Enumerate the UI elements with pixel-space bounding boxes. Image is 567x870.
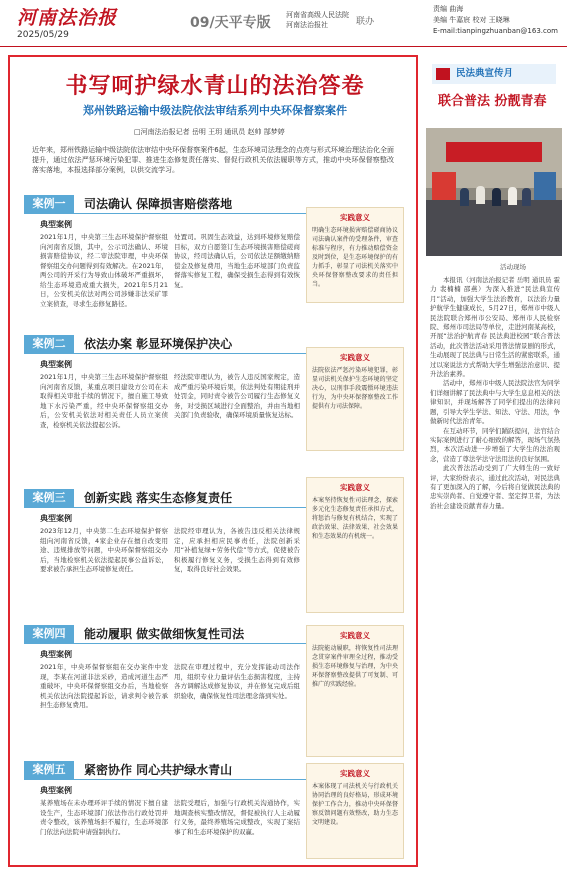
case-3-title: 创新实践 落实生态修复责任 [84,491,233,505]
sidebar-article [430,276,560,866]
photo-caption: 活动现场 [500,263,526,271]
article-title: 书写呵护绿水青山的法治答卷 [65,73,365,99]
case-1-comment-body: 明确生态环境损害赔偿磋商协议司法确认案件的受理条件，审查标准与程序，有力推动赔偿资金及时到位，是生态环境保护的有力抓手，彰显了司法机关落实中央环保督察整改要求的责任担当。 [312,227,398,288]
case-3-col2: 法院经审理认为，各被告违反相关法律规定，应承担相应民事责任，法院创新采用“补植复绿+劳务代偿”等方式，促使被告积极履行修复义务，受损生态得到有效修复，取得良好社会效果。 [174,527,300,573]
case-2-tag: 案例二 [24,335,74,353]
host-organizations [286,10,349,30]
editor-line-2: 美编 牛嘉宸 校对 王晓琳 [433,16,510,24]
case-1-comment-head: 实践意义 [340,213,370,222]
sidebar-paragraph: 此次普法活动受到了广大师生的一致好评，大家纷纷表示，通过此次活动，对民法典有了更加深入的了解，今后将自觉做民法典的忠实崇尚者、自觉遵守者、坚定捍卫者，为法治社会建设贡献青春力量。 [430,464,560,510]
masthead-logo: 河南法治报 [17,7,118,29]
article-frame [8,55,418,867]
case-1-comment [306,207,404,303]
case-5-col2: 法院受理后，加强与行政机关沟通协作，实地调查核实整改情况，督促被执行人主动履行义务，最终养殖场完成整改，实现了案结事了和生态环境保护的双赢。 [174,799,300,836]
page-section: 09/天平专版 [190,15,271,31]
sidebar-paragraph: 本报讯（河南法治报记者 岳明 通讯员 霍力 裴楠楠 邵燕）为深入推进“民法典宣传月”活动，加强大学生法治教育，以法治力量护航学生健康成长，5月27日，郑州市中级人民法院联合郑州市公安局、郑州市人民检察院、郑州市司法局等单位，走进河南某高校，开展“法治护航青春 民法典进校园”联合普法活动，此次普法活动采用普法情景剧的形式，生动展现了民法典与日常生活的紧密联系，通过以案说法方式帮助大学生增强法治意识、提升法治素养。 [430,276,560,379]
case-2-col1: 2021年1月，中央第三生态环境保护督察组向河南省反馈，某重点项目建设方公司在未取得相关审批手续的情况下，擅自施工导致地下水污染严重，经中央环保督察组交办后，公安机关依法对相关责任人员立案侦查，检察机关依法提起公诉。 [40,373,168,429]
sidebar-section-label: 民法典宣传月 [456,68,514,79]
editor-email: E-mail:tianpingzhuanban@163.com [433,27,558,35]
article-subtitle: 郑州铁路运输中级法院依法审结系列中央环保督察案件 [83,104,347,117]
article-byline: □河南法治报记者 岳明 王玥 通讯员 赵帅 郜梦婷 [134,128,285,136]
case-4-comment [306,625,404,757]
case-2-comment-head: 实践意义 [340,353,370,362]
photo-crowd [426,200,562,256]
case-3-comment-body: 本案坚持恢复性司法理念，探索多元化生态修复责任承担方式，将惩治与修复有机结合，实现了政治效果、法律效果、社会效果和生态效果的有机统一。 [312,497,398,540]
editor-credits [433,4,567,37]
page-header [0,0,567,48]
case-5-comment-head: 实践意义 [340,769,370,778]
case-1-col2: 处置司。巩固生态效益，达到环境修复赔偿目标，双方自愿签订生态环境损害赔偿磋商协议，经司法确认后，公司依法足额缴纳赔偿金及修复费用，当地生态环境部门负责监督落实修复工程，确保受损生态得到有效恢复。 [174,233,300,289]
case-4-comment-body: 法院能动履职，将恢复性司法理念贯穿案件审理全过程，推动受损生态环境修复与治理，为中央环保督察整改提供了可复制、可推广的实践经验。 [312,645,398,688]
case-2-col2: 经法院审理认为，被告人违反国家规定，造成严重污染环境后果，依法判处有期徒刑并处罚金，同时责令被告公司履行生态修复义务，对受损区域进行全面整治，并由当地相关部门负责验收，确保环境质量恢复达标。 [174,373,300,419]
case-5-subhead: 典型案例 [40,786,72,795]
case-3-col1: 2023年12月，中央第二生态环境保护督察组向河南省反馈，4家企业存在擅自改变用途、违规排放等问题，中央环保督察组交办后，当地检察机关依法提起民事公益诉讼，要求被告承担生态环境修复责任。 [40,527,168,573]
case-1-tag: 案例一 [24,195,74,213]
case-4-comment-head: 实践意义 [340,631,370,640]
case-2-comment-body: 法院依法严惩污染环境犯罪，彰显司法机关保护生态环境的坚定决心，以刑事手段震慑环境违法行为，为中央环保督察整改工作提供有力司法保障。 [312,367,398,410]
case-4-title: 能动履职 做实做细恢复性司法 [84,627,245,641]
case-1-subhead: 典型案例 [40,220,72,229]
case-5-comment [306,763,404,859]
case-5-tag: 案例五 [24,761,74,779]
case-1-title: 司法确认 保障损害赔偿落地 [84,197,233,211]
sidebar-title: 联合普法 扮靓青春 [438,94,547,109]
photo-banner [446,142,542,162]
case-5-comment-body: 本案体现了司法机关与行政机关协同治理的良好格局，形成环境保护工作合力，推动中央环保督察反馈问题有效整改，助力生态文明建设。 [312,783,398,826]
host-line-2: 河南法治报社 [286,21,328,29]
photo-person [476,186,485,204]
issue-date: 2025/05/29 [17,30,69,40]
case-4-tag: 案例四 [24,625,74,643]
case-5-col1: 某养殖场在未办理环评手续的情况下擅自建设生产，生态环境部门依法作出行政处罚并责令整改，该养殖场拒不履行，生态环境部门依法向法院申请强制执行。 [40,799,168,836]
host-line-1: 河南省高级人民法院 [286,11,349,19]
case-3-comment [306,477,404,613]
case-5-title: 紧密协作 同心共护绿水青山 [84,763,233,777]
case-3-tag: 案例三 [24,489,74,507]
editor-line-1: 责编 曲海 [433,5,464,13]
sidebar-paragraph: 活动中，郑州市中级人民法院法官为同学们详细讲解了民法典中与大学生息息相关的法律知识，并现场解答了同学们提出的法律问题，引导大学生学法、知法、守法、用法，争做新时代法治青年。 [430,379,560,426]
photo-person [508,187,517,205]
case-4-col1: 2021年，中央环保督察组在交办案件中发现，李某在河道非法采砂，造成河道生态严重破坏，中央环保督察组交办后，当地检察机关依法向法院提起诉讼，请求判令被告承担生态修复费用。 [40,663,168,709]
article-lead: 近年来，郑州铁路运输中级法院依法审结中央环保督察案件6起，生态环境司法理念的点亮与形式环境治理法治化全面提升，通过依法严惩环境污染犯罪、推进生态修复责任落实、督促行政机关依法履职等方式，推动中央环保督察整改落实落地，本报选择部分案例，以供交流学习。 [32,146,394,174]
photo-person [492,188,501,206]
case-2-comment [306,347,404,451]
case-3-comment-head: 实践意义 [340,483,370,492]
case-2-title: 依法办案 彰显环境保护决心 [84,337,233,351]
header-divider [0,46,567,47]
case-2-subhead: 典型案例 [40,360,72,369]
sidebar-section-header [432,64,556,84]
case-1-col1: 2021年1月，中央第三生态环境保护督察组向河南省反馈，其中，公示司法确认、环境损害赔偿协议，经二审法院审理，中央环保督察组交办问题得到有效解决。在2021年，两公司的开采行为导致山体破坏严重损坏，给生态环境造成重大损失，2021年5月21日，公安机关依法对两公司涉嫌非法采矿罪立案侦查，寻求生态修复路径。 [40,233,168,308]
case-4-subhead: 典型案例 [40,650,72,659]
photo-person [522,188,531,206]
sidebar-paragraph: 在互动环节，同学们踊跃提问，法官结合实际案例进行了耐心细致的解答，现场气氛热烈，本次活动进一步增强了大学生的法治观念，营造了尊法学法守法用法的良好氛围。 [430,426,560,463]
event-photo [426,128,562,256]
photo-person [460,188,469,206]
case-3-subhead: 典型案例 [40,514,72,523]
co-host-label: 联办 [356,17,375,27]
case-4-col2: 法院在审理过程中，充分发挥能动司法作用，组织专业力量评估生态损害程度，主持各方调解达成修复协议，并在修复完成后组织验收，确保恢复性司法理念落到实处。 [174,663,300,700]
law-book-icon [436,68,450,80]
